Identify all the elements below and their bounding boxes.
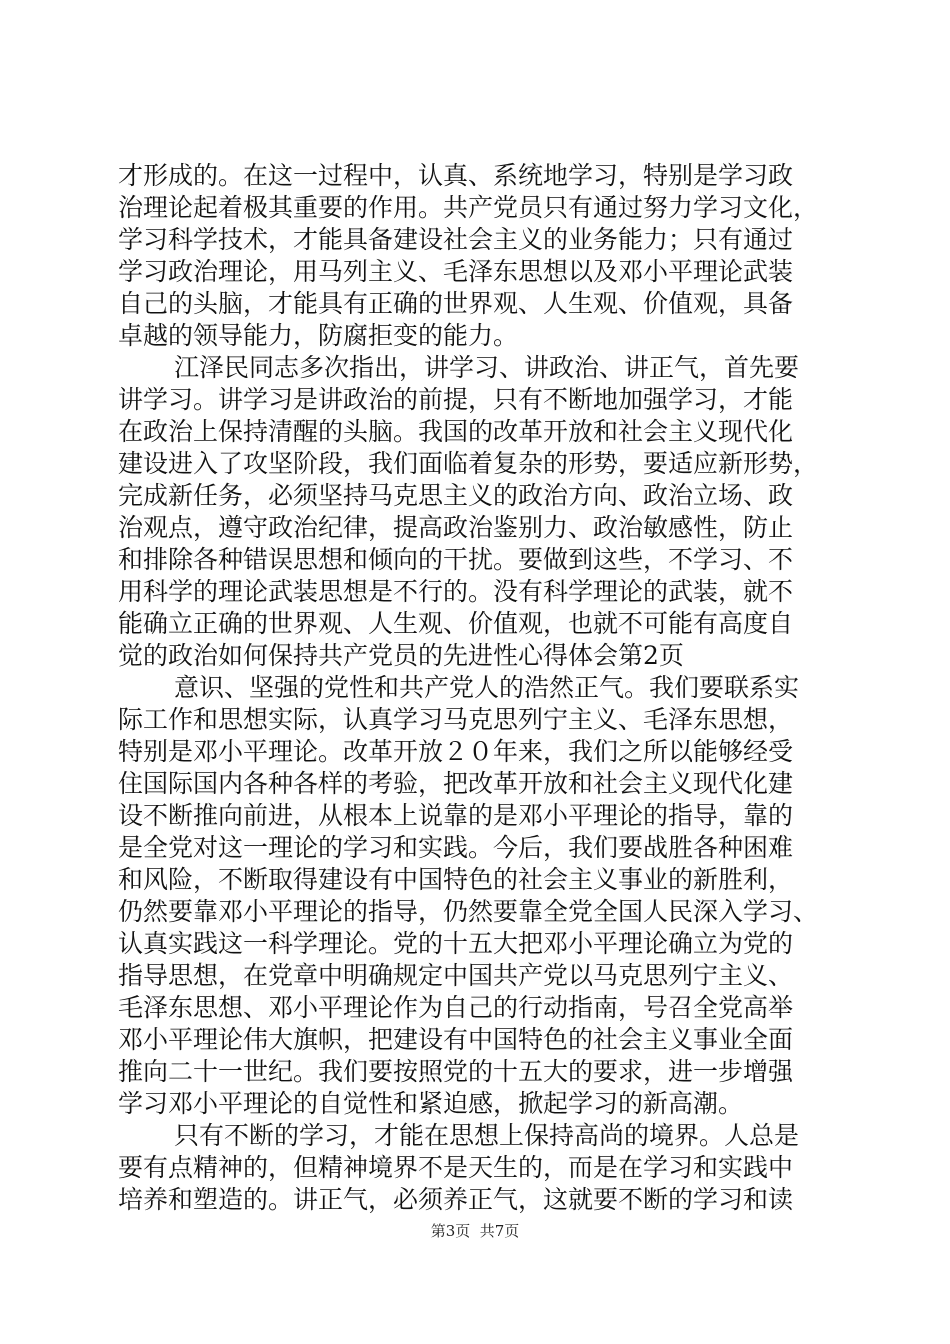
text-line: 认真实践这一科学理论。党的十五大把邓小平理论确立为党的 xyxy=(118,929,794,958)
text-line: 完成新任务，必须坚持马克思主义的政治方向、政治立场、政 xyxy=(118,481,794,510)
text-line: 讲学习。讲学习是讲政治的前提，只有不断地加强学习，才能 xyxy=(118,385,794,414)
text-line: 仍然要靠邓小平理论的指导，仍然要靠全党全国人民深入学习、 xyxy=(118,897,819,926)
text-line: 设不断推向前进，从根本上说靠的是邓小平理论的指导，靠的 xyxy=(118,801,794,830)
text-line: 学习政治理论，用马列主义、毛泽东思想以及邓小平理论武装 xyxy=(118,257,794,286)
text-line: 卓越的领导能力，防腐拒变的能力。 xyxy=(118,321,519,350)
paragraph-start-line: 意识、坚强的党性和共产党人的浩然正气。我们要联系实 xyxy=(174,673,800,702)
text-line: 培养和塑造的。讲正气，必须养正气，这就要不断的学习和读 xyxy=(118,1185,794,1214)
text-line: 治观点，遵守政治纪律，提高政治鉴别力、政治敏感性，防止 xyxy=(118,513,794,542)
paragraph-start-line: 江泽民同志多次指出，讲学习、讲政治、讲正气，首先要 xyxy=(174,353,800,382)
text-line: 觉的政治如何保持共产党员的先进性心得体会第2页 xyxy=(118,641,684,670)
text-line: 要有点精神的，但精神境界不是天生的，而是在学习和实践中 xyxy=(118,1153,794,1182)
text-line: 自己的头脑，才能具有正确的世界观、人生观、价值观，具备 xyxy=(118,289,794,318)
text-line: 用科学的理论武装思想是不行的。没有科学理论的武装，就不 xyxy=(118,577,794,606)
text-line: 特别是邓小平理论。改革开放２０年来，我们之所以能够经受 xyxy=(118,737,794,766)
text-line: 才形成的。在这一过程中，认真、系统地学习，特别是学习政 xyxy=(118,161,794,190)
paragraph-start-line: 只有不断的学习，才能在思想上保持高尚的境界。人总是 xyxy=(174,1121,800,1150)
text-line: 指导思想，在党章中明确规定中国共产党以马克思列宁主义、 xyxy=(118,961,794,990)
text-line: 学习邓小平理论的自觉性和紧迫感，掀起学习的新高潮。 xyxy=(118,1089,744,1118)
text-line: 和排除各种错误思想和倾向的干扰。要做到这些，不学习、不 xyxy=(118,545,794,574)
text-line: 能确立正确的世界观、人生观、价值观，也就不可能有高度自 xyxy=(118,609,794,638)
text-line: 住国际国内各种各样的考验，把改革开放和社会主义现代化建 xyxy=(118,769,794,798)
text-line: 推向二十一世纪。我们要按照党的十五大的要求，进一步增强 xyxy=(118,1057,794,1086)
document-body xyxy=(118,160,838,1216)
page-number-footer: 第3页 共7页 xyxy=(430,1222,520,1240)
text-line: 际工作和思想实际，认真学习马克思列宁主义、毛泽东思想， xyxy=(118,705,794,734)
text-line: 毛泽东思想、邓小平理论作为自己的行动指南，号召全党高举 xyxy=(118,993,794,1022)
text-line: 治理论起着极其重要的作用。共产党员只有通过努力学习文化， xyxy=(118,193,819,222)
text-line: 在政治上保持清醒的头脑。我国的改革开放和社会主义现代化 xyxy=(118,417,794,446)
text-line: 是全党对这一理论的学习和实践。今后，我们要战胜各种困难 xyxy=(118,833,794,862)
text-line: 学习科学技术，才能具备建设社会主义的业务能力；只有通过 xyxy=(118,225,794,254)
text-line: 建设进入了攻坚阶段，我们面临着复杂的形势，要适应新形势， xyxy=(118,449,819,478)
text-line: 邓小平理论伟大旗帜，把建设有中国特色的社会主义事业全面 xyxy=(118,1025,794,1054)
text-line: 和风险，不断取得建设有中国特色的社会主义事业的新胜利， xyxy=(118,865,794,894)
